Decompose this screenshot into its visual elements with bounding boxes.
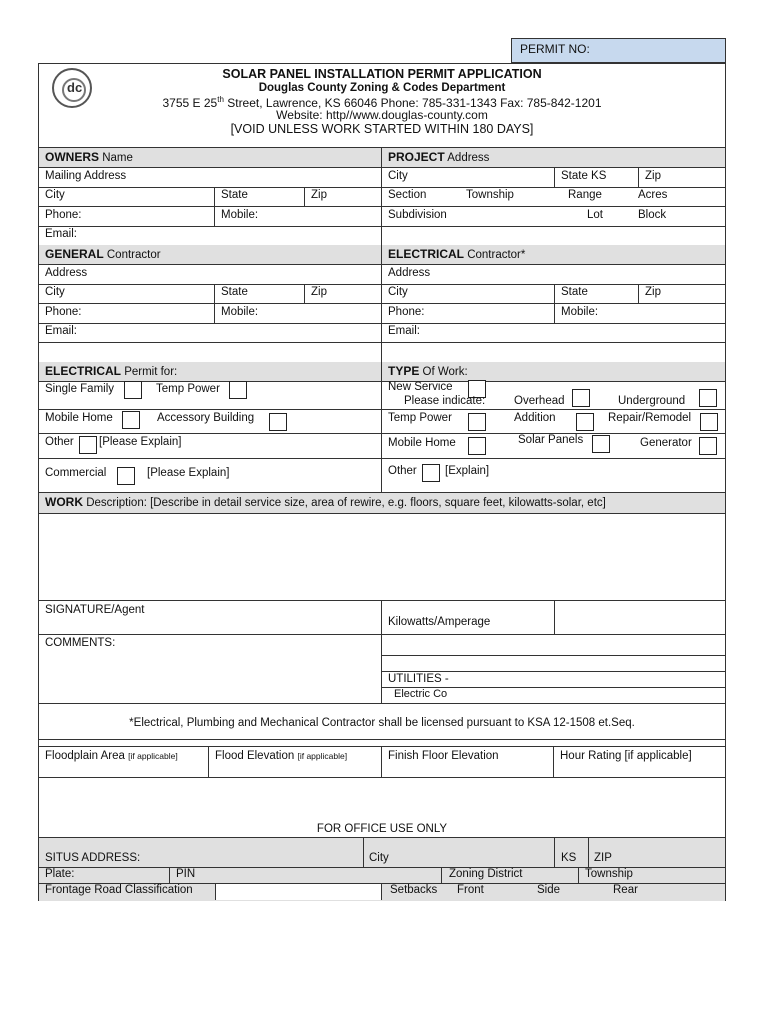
floodplain-field[interactable]: Floodplain Area [if applicable] xyxy=(39,747,209,777)
type-of-work-heading: TYPE Of Work: xyxy=(382,362,725,382)
project-subdivision-row[interactable]: Subdivision Lot Block xyxy=(382,207,725,227)
kilowatts-field[interactable]: Kilowatts/Amperage xyxy=(382,601,554,635)
department-name: Douglas County Zoning & Codes Department xyxy=(258,82,506,94)
owners-zip-field[interactable]: Zip xyxy=(304,187,381,207)
pin-field[interactable]: PIN xyxy=(176,868,196,880)
setback-front-field[interactable]: Front xyxy=(457,884,484,896)
plate-field[interactable]: Plate: xyxy=(45,868,75,880)
permit-for-heading: ELECTRICAL Permit for: xyxy=(39,362,381,382)
county-seal-icon: dc xyxy=(52,68,92,108)
department-address: 3755 E 25th Street, Lawrence, KS 66046 Phone: 785-331-1343 Fax: 785-842-1201 xyxy=(162,95,602,110)
zoning-district-field[interactable]: Zoning District xyxy=(449,868,523,880)
office-zip-field[interactable]: ZIP xyxy=(594,852,612,864)
electrical-contractor-heading: ELECTRICAL Contractor* xyxy=(382,245,725,265)
type-temp-power-checkbox[interactable] xyxy=(468,413,486,431)
mobile-home-checkbox[interactable] xyxy=(122,411,140,429)
situs-address-field[interactable]: SITUS ADDRESS: xyxy=(45,852,141,864)
solar-panels-checkbox[interactable] xyxy=(592,435,610,453)
other-permit-checkbox[interactable] xyxy=(79,436,97,454)
type-other-checkbox[interactable] xyxy=(422,464,440,482)
work-description-area[interactable] xyxy=(39,514,725,601)
license-note: *Electrical, Plumbing and Mechanical Contractor shall be licensed pursuant to KSA 12-1508 et.Seq. xyxy=(129,717,635,729)
permit-for-row-3: Other [Please Explain] xyxy=(39,434,381,459)
type-mobile-home-checkbox[interactable] xyxy=(468,437,486,455)
owners-phone-field[interactable]: Phone: xyxy=(39,207,214,227)
form-title: SOLAR PANEL INSTALLATION PERMIT APPLICATION xyxy=(222,67,542,81)
repair-remodel-checkbox[interactable] xyxy=(700,413,718,431)
work-description-heading: WORK Description: [Describe in detail service size, area of rewire, e.g. floors, square feet, kilowatts-solar, etc] xyxy=(39,492,725,514)
project-city-field[interactable]: City xyxy=(382,168,554,188)
office-township-field[interactable]: Township xyxy=(585,868,633,880)
owners-mailing-field[interactable]: Mailing Address xyxy=(39,168,381,188)
electrical-email-field[interactable]: Email: xyxy=(382,323,725,343)
flood-row xyxy=(39,746,725,778)
form-header xyxy=(38,63,726,148)
general-state-field[interactable]: State xyxy=(214,284,304,304)
electrical-state-field[interactable]: State xyxy=(554,284,638,304)
void-notice: [VOID UNLESS WORK STARTED WITHIN 180 DAYS] xyxy=(230,122,534,136)
project-section-row[interactable]: Section Township Range Acres xyxy=(382,187,725,207)
overhead-checkbox[interactable] xyxy=(572,389,590,407)
temp-power-checkbox[interactable] xyxy=(229,381,247,399)
type-row-4: Other [Explain] xyxy=(382,459,725,492)
frontage-value-field[interactable] xyxy=(215,884,382,900)
utilities-heading: UTILITIES - xyxy=(382,672,725,688)
general-blank-row[interactable] xyxy=(39,343,381,363)
electrical-city-field[interactable]: City xyxy=(382,284,554,304)
setback-rear-field[interactable]: Rear xyxy=(613,884,638,896)
accessory-building-checkbox[interactable] xyxy=(269,413,287,431)
office-ks-label: KS xyxy=(561,852,577,864)
office-use-title: FOR OFFICE USE ONLY xyxy=(316,823,448,835)
department-website: Website: http//www.douglas-county.com xyxy=(276,108,488,122)
electrical-blank-row[interactable] xyxy=(382,343,725,363)
setbacks-label: Setbacks xyxy=(390,884,438,896)
electric-co-field[interactable]: Electric Co xyxy=(394,688,448,700)
owners-heading: OWNERS Name xyxy=(39,148,381,168)
hour-rating-field[interactable]: Hour Rating [if applicable] xyxy=(560,750,692,762)
permit-number-field[interactable] xyxy=(511,38,726,63)
general-address-field[interactable]: Address xyxy=(39,265,381,285)
frontage-road-label: Frontage Road Classification xyxy=(45,884,193,896)
project-blank-row[interactable] xyxy=(382,226,725,246)
owners-email-field[interactable]: Email: xyxy=(39,226,381,246)
commercial-checkbox[interactable] xyxy=(117,467,135,485)
general-zip-field[interactable]: Zip xyxy=(304,284,381,304)
underground-checkbox[interactable] xyxy=(699,389,717,407)
permit-for-row-4: Commercial [Please Explain] xyxy=(39,459,381,492)
general-email-field[interactable]: Email: xyxy=(39,323,381,343)
owners-mobile-field[interactable]: Mobile: xyxy=(214,207,381,227)
general-phone-field[interactable]: Phone: xyxy=(39,304,214,324)
setback-side-field[interactable]: Side xyxy=(537,884,561,896)
office-city-field[interactable]: City xyxy=(369,852,389,864)
project-state-field[interactable]: State KS xyxy=(554,168,638,188)
permit-for-row-2: Mobile Home Accessory Building xyxy=(39,410,381,434)
project-heading: PROJECT Address xyxy=(382,148,725,168)
permit-for-row-1: Single Family Temp Power xyxy=(39,381,381,410)
finish-floor-field[interactable]: Finish Floor Elevation xyxy=(382,747,554,777)
electrical-zip-field[interactable]: Zip xyxy=(638,284,725,304)
owners-city-field[interactable]: City xyxy=(39,187,214,207)
type-row-2: Temp Power Addition Repair/Remodel xyxy=(382,410,725,434)
general-city-field[interactable]: City xyxy=(39,284,214,304)
generator-checkbox[interactable] xyxy=(699,437,717,455)
comments-field[interactable]: COMMENTS: xyxy=(45,637,116,649)
signature-field[interactable]: SIGNATURE/Agent xyxy=(39,601,381,635)
electrical-address-field[interactable]: Address xyxy=(382,265,725,285)
general-mobile-field[interactable]: Mobile: xyxy=(214,304,381,324)
type-row-1: New Service Please indicate: Overhead Underground xyxy=(382,381,725,410)
electrical-mobile-field[interactable]: Mobile: xyxy=(554,304,725,324)
owners-state-field[interactable]: State xyxy=(214,187,304,207)
electrical-phone-field[interactable]: Phone: xyxy=(382,304,554,324)
flood-elevation-field[interactable]: Flood Elevation [if applicable] xyxy=(209,747,382,777)
addition-checkbox[interactable] xyxy=(576,413,594,431)
general-contractor-heading: GENERAL Contractor xyxy=(39,245,381,265)
project-zip-field[interactable]: Zip xyxy=(638,168,725,188)
permit-number-label: PERMIT NO: xyxy=(520,42,590,56)
type-row-3: Mobile Home Solar Panels Generator xyxy=(382,434,725,459)
single-family-checkbox[interactable] xyxy=(124,381,142,399)
kilowatts-value-field[interactable] xyxy=(555,601,725,635)
